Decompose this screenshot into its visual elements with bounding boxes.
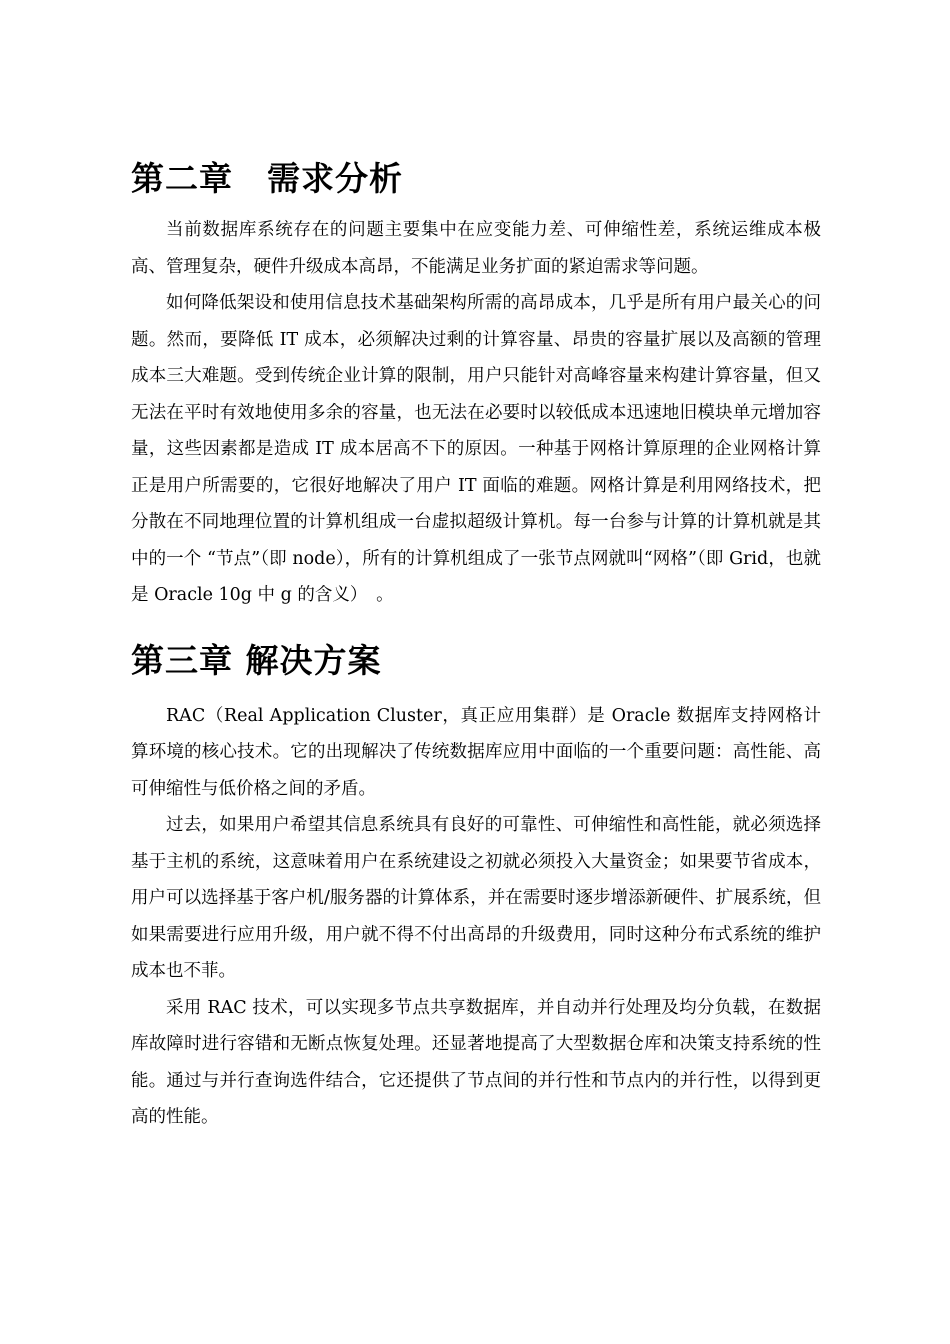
chapter-2-paragraph-1: 当前数据库系统存在的问题主要集中在应变能力差、可伸缩性差，系统运维成本极高、管理复杂，硬件升级成本高昂，不能满足业务扩面的紧迫需求等问题。 (131, 220, 821, 277)
chapter-3-paragraph-1: RAC（Real Application Cluster，真正应用集群）是 Oracle 数据库支持网格计算环境的核心技术。它的出现解决了传统数据库应用中面临的一个重要问题：高性能、高可伸缩性与低价格之间的矛盾。 (131, 705, 821, 799)
chapter-2-section (131, 150, 821, 614)
chapter-2-paragraph-2: 如何降低架设和使用信息技术基础架构所需的高昂成本，几乎是所有用户最关心的问题。然而，要降低 IT 成本，必须解决过剩的计算容量、昂贵的容量扩展以及高额的管理成本三大难题。受到传统企业计算的限制，用户只能针对高峰容量来构建计算容量，但又无法在平时有效地使用多余的容量，也无法在必要时以较低成本迅速地旧模块单元增加容量，这些因素都是造成 IT 成本居高不下的原因。一种基于网格计算原理的企业网格计算正是用户所需要的，它很好地解决了用户 IT 面临的难题。网格计算是利用网络技术，把分散在不同地理位置的计算机组成一台虚拟超级计算机。每一台参与计算的计算机就是其中的一个 “节点”（即 node），所有的计算机组成了一张节点网就叫“网格”（即 Grid，也就是 Oracle 10g 中 g 的含义） 。 (131, 293, 821, 605)
chapter-3-paragraph-2: 过去，如果用户希望其信息系统具有良好的可靠性、可伸缩性和高性能，就必须选择基于主机的系统，这意味着用户在系统建设之初就必须投入大量资金；如果要节省成本，用户可以选择基于客户机/服务器的计算体系，并在需要时逐步增添新硬件、扩展系统，但如果需要进行应用升级，用户就不得不付出高昂的升级费用，同时这种分布式系统的维护成本也不菲。 (131, 815, 821, 981)
chapter-2-title: 第二章 需求分析 (131, 159, 403, 198)
chapter-3-section (131, 632, 821, 1136)
chapter-3-title: 第三章 解决方案 (131, 640, 382, 680)
chapter-3-paragraph-3: 采用 RAC 技术，可以实现多节点共享数据库，并自动并行处理及均分负载，在数据库故障时进行容错和无断点恢复处理。还显著地提高了大型数据仓库和决策支持系统的性能。通过与并行查询选件结合，它还提供了节点间的并行性和节点内的并行性，以得到更高的性能。 (131, 997, 821, 1127)
document-page (131, 150, 821, 1136)
